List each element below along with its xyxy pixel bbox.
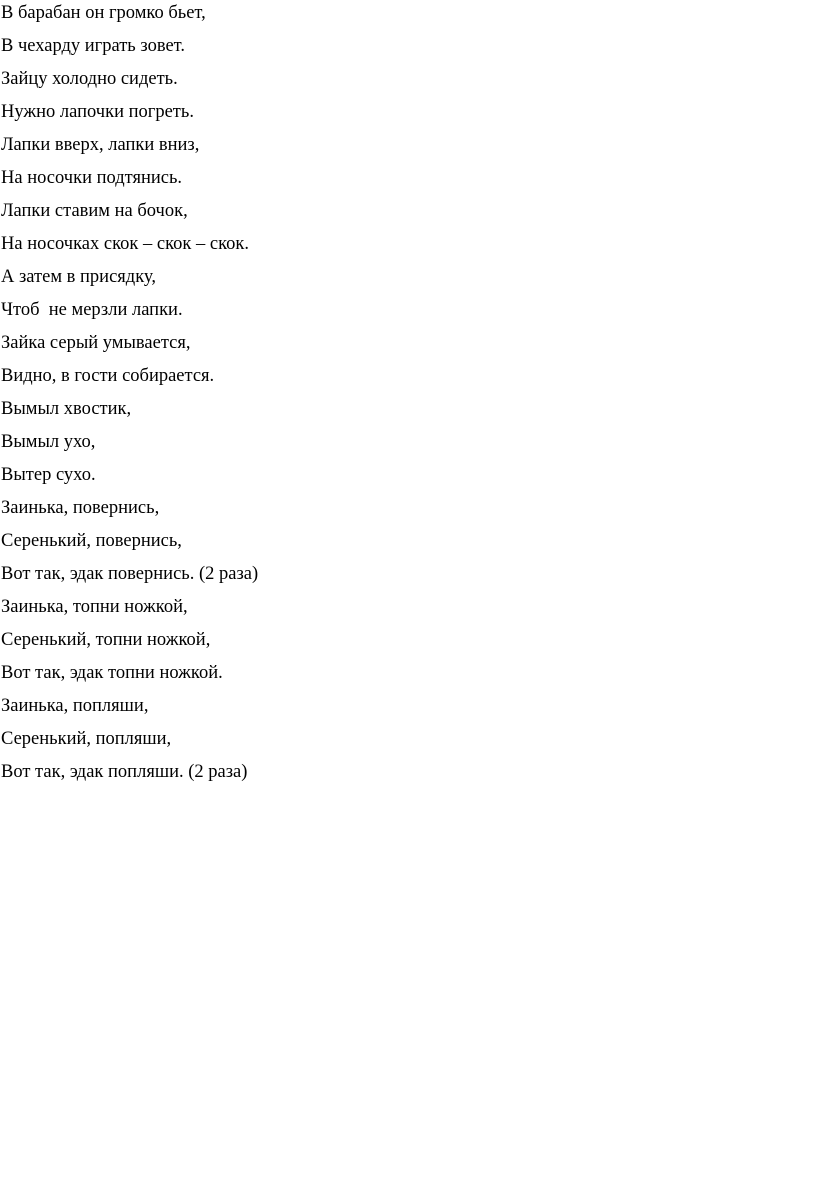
poem-line: Вот так, эдак попляши. (2 раза) bbox=[1, 762, 248, 782]
poem-line: Серенький, топни ножкой, bbox=[1, 630, 211, 650]
poem-line: Вот так, эдак топни ножкой. bbox=[1, 663, 223, 683]
poem-line: В чехарду играть зовет. bbox=[1, 36, 185, 56]
poem-text bbox=[1, 0, 259, 782]
poem-line: Заинька, повернись, bbox=[1, 498, 160, 518]
poem-line: Лапки вверх, лапки вниз, bbox=[1, 135, 200, 155]
poem-line: На носочках скок – скок – скок. bbox=[1, 234, 250, 254]
poem-line: Зайка серый умывается, bbox=[1, 333, 191, 353]
poem-line: Серенький, попляши, bbox=[1, 729, 172, 749]
poem-line: Заинька, топни ножкой, bbox=[1, 597, 188, 617]
poem-line: Лапки ставим на бочок, bbox=[1, 201, 188, 221]
poem-line: Видно, в гости собирается. bbox=[1, 366, 215, 386]
poem-line: Чтоб не мерзли лапки. bbox=[1, 300, 183, 320]
poem-line: На носочки подтянись. bbox=[1, 168, 183, 188]
poem-line: Серенький, повернись, bbox=[1, 531, 182, 551]
poem-line: Вытер сухо. bbox=[1, 465, 96, 485]
poem-line: А затем в присядку, bbox=[1, 267, 156, 287]
poem-line: Зайцу холодно сидеть. bbox=[1, 69, 178, 89]
poem-line: Вымыл хвостик, bbox=[1, 399, 132, 419]
poem-line: Заинька, попляши, bbox=[1, 696, 149, 716]
poem-line: Нужно лапочки погреть. bbox=[1, 102, 194, 122]
poem-line: В барабан он громко бьет, bbox=[1, 3, 206, 23]
poem-line: Вот так, эдак повернись. (2 раза) bbox=[1, 564, 259, 584]
poem-line: Вымыл ухо, bbox=[1, 432, 96, 452]
